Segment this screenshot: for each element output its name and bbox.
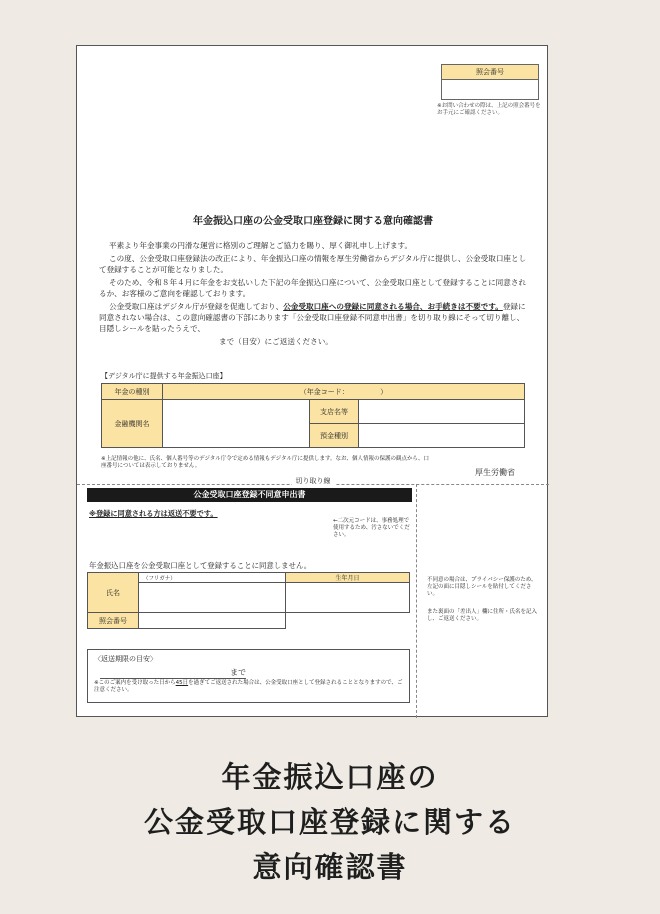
ref-number-box — [441, 64, 539, 100]
paragraph-emphasis: 公金受取口座への登録に同意される場合、お手続きは不要です。 — [283, 302, 503, 311]
paragraph-4 — [99, 301, 527, 334]
deadline-note-text: を過ぎてご返送された場合は、公金受取口座として登録されることとなりますので、ご注意ください。 — [94, 680, 403, 693]
deadline-made: まで — [230, 668, 246, 677]
name-field[interactable] — [139, 583, 286, 613]
deadline-box — [87, 649, 410, 703]
dob-field[interactable] — [286, 583, 410, 613]
document-title: 年金振込口座の公金受取口座登録に関する意向確認書 — [193, 216, 433, 227]
caption-title — [0, 755, 660, 890]
paragraph-text: 公金受取口座はデジタル庁が登録を促進しており、 — [109, 302, 284, 311]
furigana-label: （フリガナ） — [139, 573, 286, 583]
dob-label[interactable]: 生年月日 — [286, 573, 410, 583]
return-note: また裏面の「差出人」欄に住所・氏名を記入し、ご返送ください。 — [427, 609, 538, 622]
caption-line-2: 公金受取口座登録に関する — [143, 805, 516, 839]
deposit-type-value — [359, 424, 525, 448]
deadline-note — [94, 680, 404, 694]
pension-code-label: （年金コード： ） — [163, 384, 525, 400]
branch-value — [359, 400, 525, 424]
deadline-caption: 〈返送期限の目安〉 — [94, 655, 157, 663]
ref-label: 照会番号 — [88, 613, 139, 629]
ref-note: ※お問い合わせの際は、上記の照会番号をお手元にご確認ください。 — [437, 103, 541, 116]
caption-line-3: 意向確認書 — [252, 850, 408, 884]
name-label: 氏名 — [88, 573, 139, 613]
paragraph: 平素より年金事業の円滑な運営に格別のご理解とご協力を賜り、厚く御礼申し上げます。 — [109, 241, 413, 250]
caption-line-1: 年金振込口座の — [221, 760, 439, 794]
deadline-note-text: ※このご案内を受け取った日から — [94, 680, 176, 686]
account-table — [101, 383, 525, 448]
bank-label: 金融機関名 — [102, 400, 163, 448]
form-notice: ※登録に同意される方は返送不要です。 — [89, 509, 218, 518]
document-sheet — [76, 45, 548, 717]
deadline-line — [100, 667, 246, 679]
disagree-text: 年金振込口座を公金受取口座として登録することに同意しません。 — [89, 561, 312, 570]
pension-type-label: 年金の種別 — [102, 384, 163, 400]
table-caption: 【デジタル庁に提供する年金振込口座】 — [101, 372, 227, 380]
qr-note: ←二次元コードは、事務処理で使用するため、汚さないでください。 — [333, 518, 410, 538]
ministry-name: 厚生労働省 — [475, 468, 515, 477]
table-note: ※上記情報の他に、氏名、個人番号等のデジタル庁令で定める情報もデジタル庁に提供します。なお、個人情報の保護の観点から、口座番号については表示しておりません。 — [101, 456, 430, 469]
cut-line-label: 切り取り線 — [292, 477, 335, 485]
ref-field[interactable] — [139, 613, 286, 629]
ref-number-label: 照会番号 — [442, 65, 538, 80]
paragraph-end: まで（目安）にご返送ください。 — [219, 337, 333, 346]
branch-label: 支店名等 — [310, 400, 359, 424]
vertical-cut-line — [416, 484, 417, 718]
bank-value — [163, 400, 310, 448]
privacy-note: 不同意の場合は、プライバシー保護のため、左記の面に目隠しシールを貼付してください。 — [427, 577, 537, 597]
paragraph: そのため、令和８年４月に年金をお支払いした下記の年金振込口座について、公金受取口座として登録することに同意されるか、お客様のご意向を確認しております。 — [99, 278, 527, 298]
deadline-days: 45日 — [175, 680, 189, 686]
applicant-table — [87, 572, 410, 629]
paragraph-text: 登録に同意されない場合は、この意向確認書の下部にあります「公金受取口座登録不同意申出書」を切り取り線にそって切り離し、目隠しシールを貼ったうえで、 — [99, 302, 526, 333]
paragraph: この度、公金受取口座登録法の改正により、年金振込口座の情報を厚生労働省からデジタル庁に提供し、公金受取口座として登録することが可能となりました。 — [99, 254, 527, 274]
intro-text — [99, 240, 527, 349]
form-title: 公金受取口座登録不同意申出書 — [87, 488, 412, 502]
deposit-type-label: 預金種別 — [310, 424, 359, 448]
